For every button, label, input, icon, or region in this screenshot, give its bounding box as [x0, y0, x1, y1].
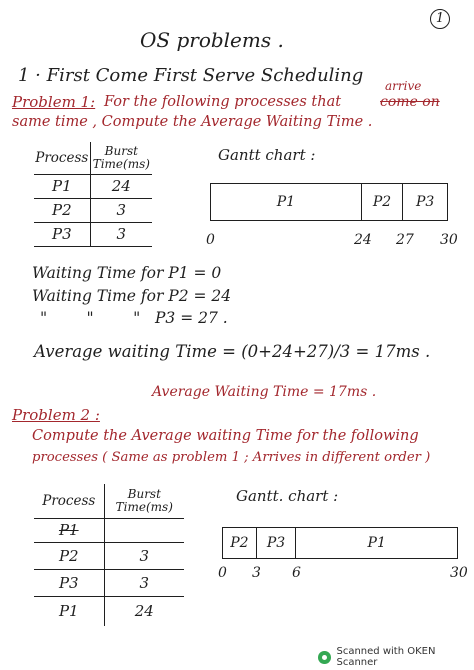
problem1-arrive-inserted: arrive	[385, 79, 422, 93]
table-cell: 24	[134, 602, 154, 621]
gantt-block-p1: P1	[211, 184, 362, 220]
gantt-block-p1: P1	[367, 535, 386, 551]
table-cell: 3	[104, 569, 184, 596]
problem2-gantt-label: Gantt. chart :	[236, 487, 339, 505]
table-header-burst: Burst Time(ms)	[90, 142, 152, 174]
problem1-text-line2: same time , Compute the Average Waiting Time .	[12, 114, 373, 130]
waiting-line-2: Waiting Time for P2 = 24	[32, 287, 232, 305]
scanner-watermark	[318, 646, 474, 668]
problem1-text-line1: For the following processes that	[104, 94, 342, 110]
table-cell: P1	[34, 174, 90, 198]
table-header-burst: Burst Time(ms)	[104, 484, 184, 518]
gantt-tick-label: 30	[440, 232, 458, 248]
table-cell: 24	[90, 174, 152, 198]
problem2-process-table	[34, 484, 184, 626]
gantt-tick-label: 3	[252, 565, 261, 581]
gantt-tick-label: 24	[354, 232, 372, 248]
page-number: 1	[430, 9, 450, 29]
problem1-process-table	[34, 142, 152, 247]
table-header-process: Process	[34, 142, 90, 174]
gantt-block-p2: P2	[223, 528, 257, 558]
problem1-label: Problem 1:	[12, 93, 96, 111]
gantt-tick-label: 6	[292, 565, 301, 581]
gantt-block-p2: P2	[362, 184, 404, 220]
table-cell: 3	[104, 542, 184, 569]
table-header-process: Process	[34, 484, 104, 518]
problem2-text-line1: Compute the Average waiting Time for the following	[32, 428, 419, 444]
page-title: OS problems .	[140, 28, 284, 52]
table-cell: 3	[90, 198, 152, 222]
section-heading: 1 · First Come First Serve Scheduling	[18, 65, 364, 86]
average-result: Average Waiting Time = 17ms .	[152, 384, 377, 400]
problem1-came-on: come on	[380, 94, 440, 110]
table-cell: 3	[90, 222, 152, 246]
gantt-block-p3: P3	[257, 528, 297, 558]
table-cell: P1	[34, 596, 104, 626]
gantt-tick-label: 0	[218, 565, 227, 581]
average-formula: Average waiting Time = (0+24+27)/3 = 17ms .	[34, 342, 431, 361]
table-cell: P2	[34, 198, 90, 222]
oken-scanner-logo-icon	[318, 651, 331, 664]
table-cell: P3	[34, 222, 90, 246]
waiting-line-3: " " " P3 = 27 .	[40, 309, 228, 327]
gantt-tick-label: 0	[206, 232, 215, 248]
table-cell-empty	[104, 518, 184, 542]
scanner-text: Scanned with OKEN Scanner	[336, 646, 436, 668]
gantt-tick-label: 30	[450, 565, 468, 581]
waiting-line-1: Waiting Time for P1 = 0	[32, 264, 222, 282]
problem1-gantt-chart	[210, 183, 448, 221]
table-cell: P3	[34, 569, 104, 596]
problem2-label: Problem 2 :	[12, 406, 100, 424]
problem1-gantt-label: Gantt chart :	[218, 146, 316, 164]
table-cell-struck: P1	[34, 518, 104, 542]
gantt-block-p3: P3	[416, 194, 435, 210]
problem2-gantt-chart	[222, 527, 458, 559]
table-cell: P2	[34, 542, 104, 569]
problem2-text-line2: processes ( Same as problem 1 ; Arrives in different order )	[32, 450, 431, 465]
gantt-tick-label: 27	[396, 232, 414, 248]
